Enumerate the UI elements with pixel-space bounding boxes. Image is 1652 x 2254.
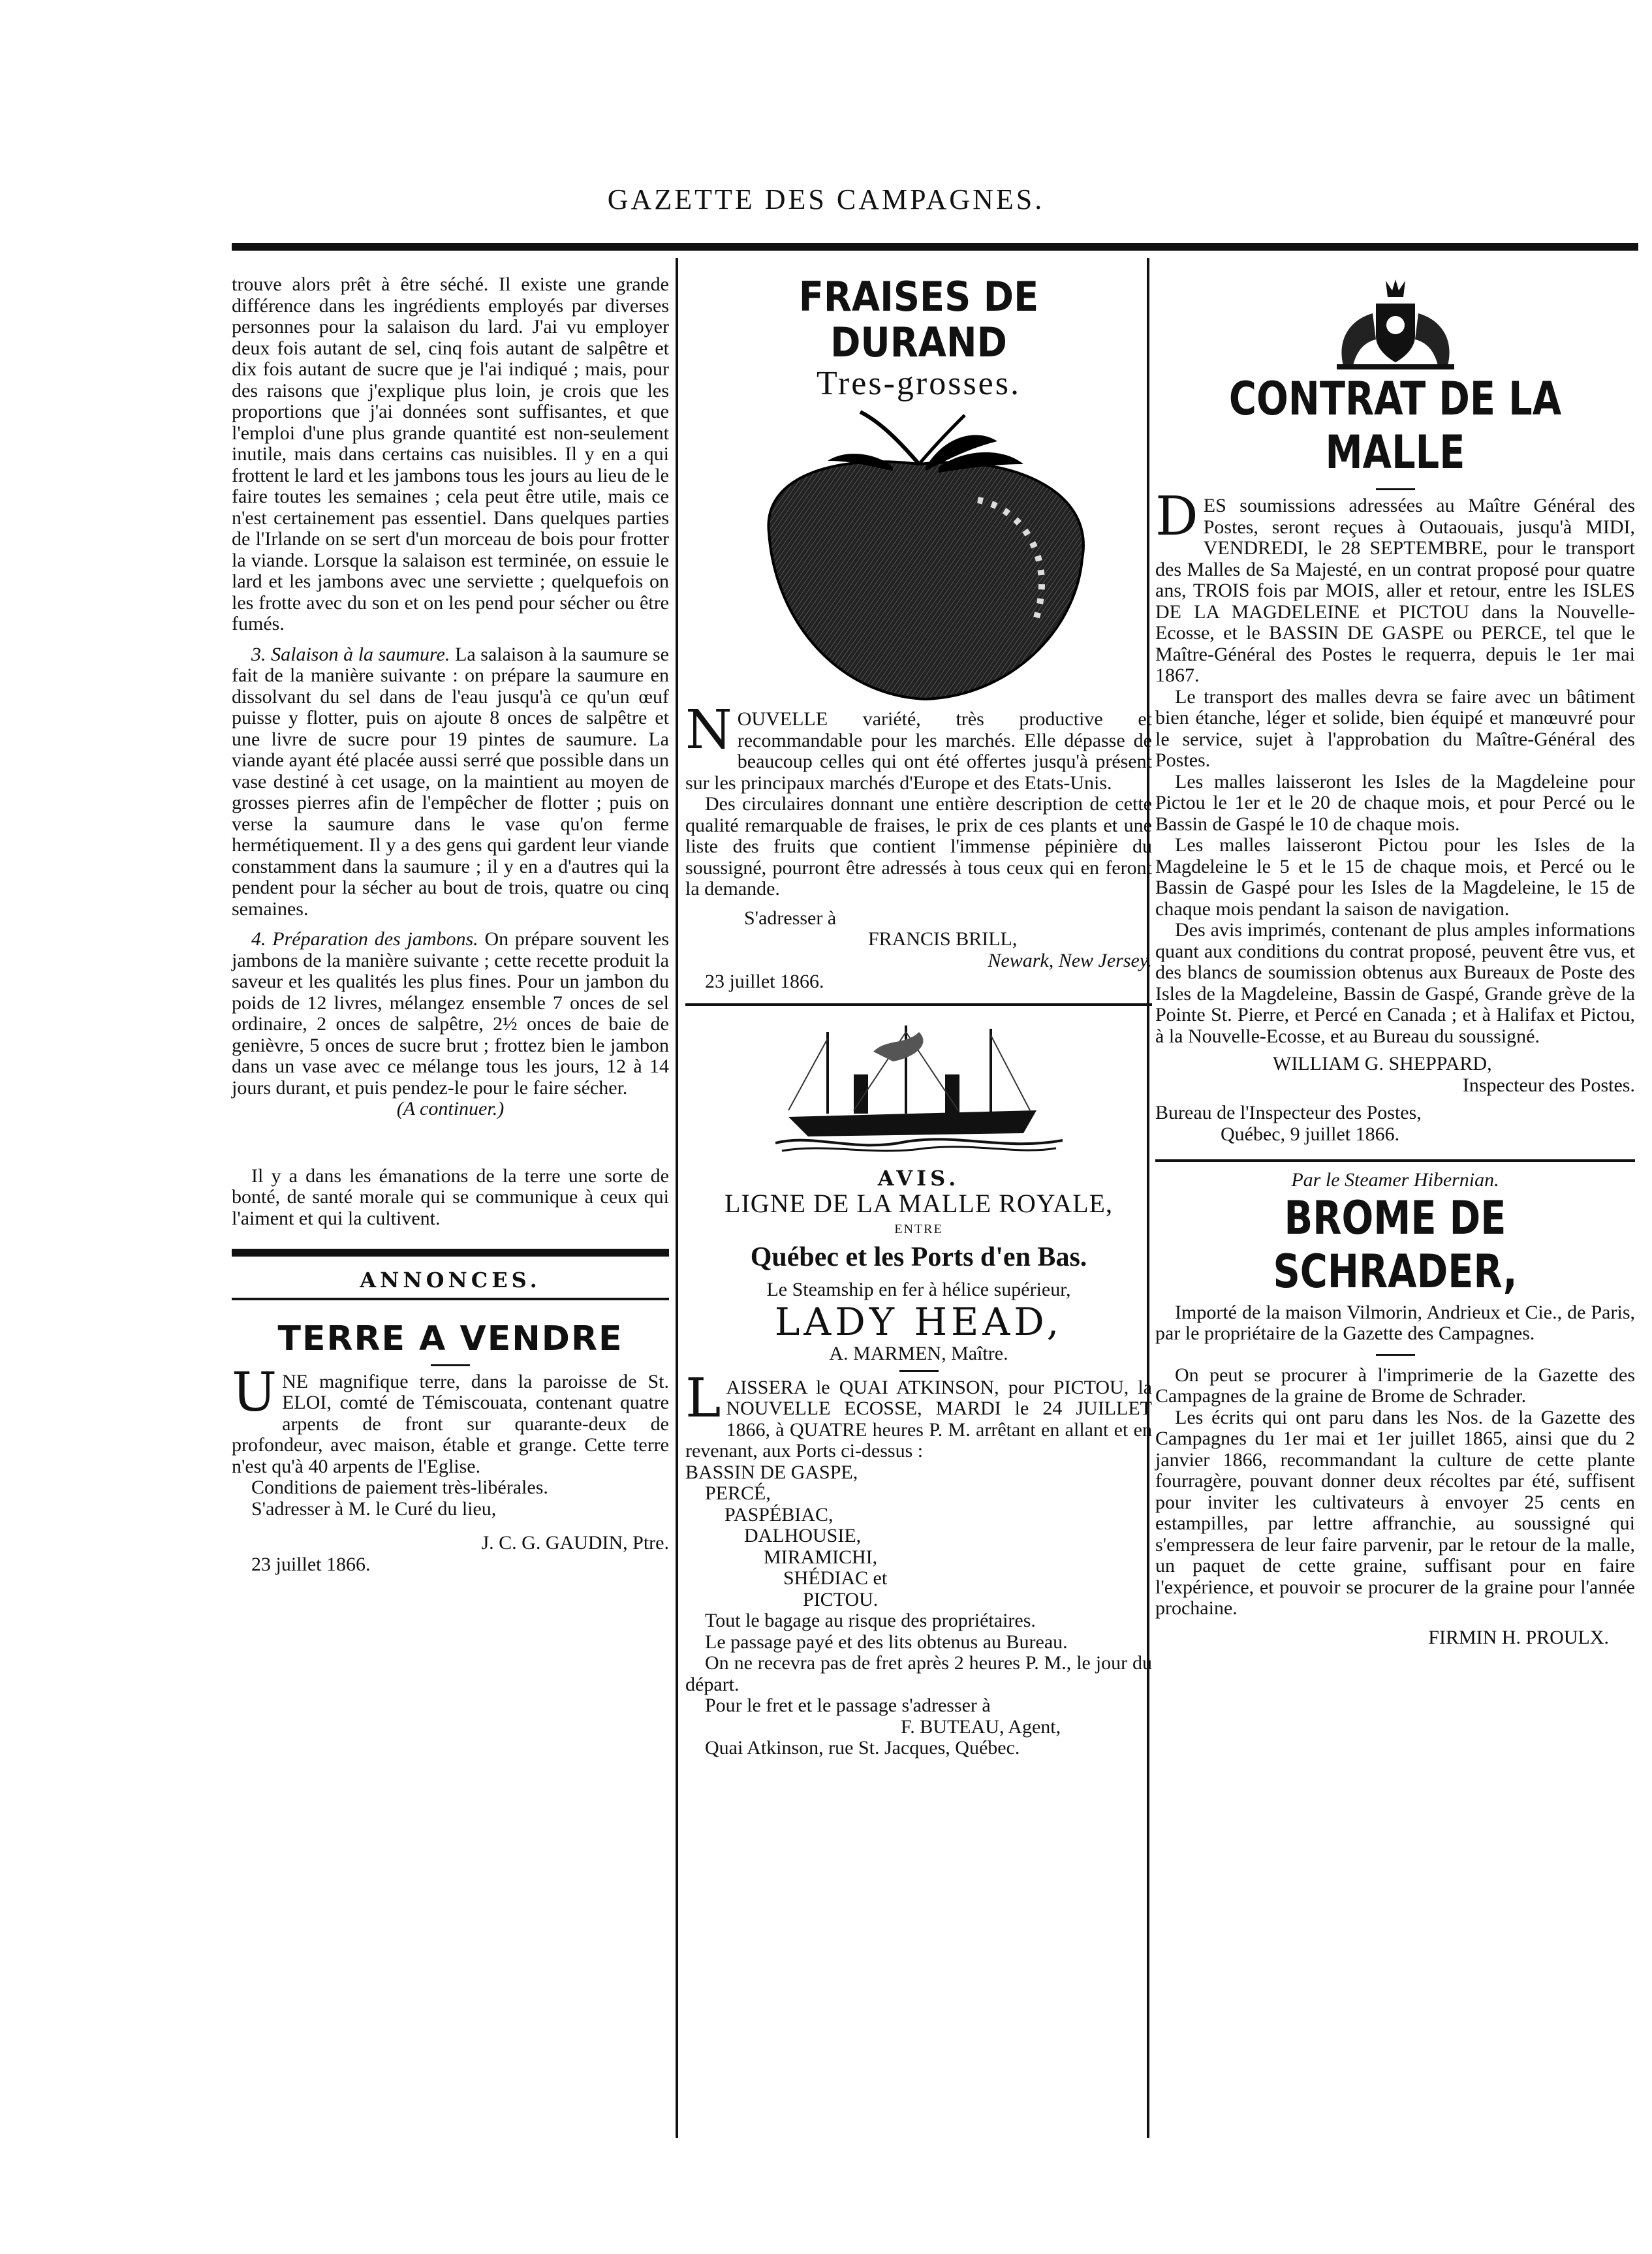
steamship-illustration	[685, 1012, 1152, 1163]
ad-location: Newark, New Jersey.	[988, 949, 1152, 971]
article-section	[232, 929, 669, 1099]
port-item: DALHOUSIE,	[744, 1525, 862, 1546]
section-text: On prépare souvent les jambons de la manière suivante ; cette recette produit la saveur et les qualités les plus fines. Pour un jambon du poids de 12 livres, mélangez ensemble 7 onces de sel ordinaire, 2 onces de salpêtre, 2½ onces de baie de genièvre, 5 onces de sucre brut ; frottez bien le jambon dans un vase avec ce mélange tous les jours, 12 à 14 jours durant, et puis pendez-le pour le faire sécher.	[232, 928, 670, 1099]
ad-text: S'adresser à M. le Curé du lieu,	[251, 1497, 497, 1520]
ad-subtitle: Par le Steamer Hibernian.	[1291, 1169, 1499, 1191]
ad-text: Bureau de l'Inspecteur des Postes,	[1155, 1102, 1422, 1123]
divider	[431, 1364, 470, 1366]
column-divider-1	[676, 258, 678, 2138]
ad-text: Les malles laisseront Pictou pour les Isles de la Magdeleine le 5 et le 15 de chaque mois, et Percé ou le Bassin de Gaspé pour les Isles de la Magdeleine, le 15 de chaque mois pendant la saison de navigation.	[1155, 834, 1635, 920]
port-item: PASPÉBIAC,	[725, 1503, 834, 1526]
ship-name: LADY HEAD,	[774, 1300, 1063, 1344]
header-rule	[232, 243, 1638, 251]
ad-signature: F. BUTEAU, Agent,	[901, 1715, 1061, 1738]
ad-text: Tout le bagage au risque des propriétaires.	[705, 1610, 1036, 1631]
port-item: MIRAMICHI,	[764, 1546, 878, 1568]
ad-title: CONTRAT DE LA MALLE	[1228, 372, 1562, 479]
steamship-icon	[775, 1012, 1063, 1156]
continued-note: (A continuer.)	[396, 1098, 505, 1119]
ad-text: Conditions de paiement très-libérales.	[251, 1477, 548, 1498]
ad-date: 23 juillet 1866.	[705, 971, 824, 992]
section-heading: 3. Salaison à la saumure.	[251, 643, 450, 665]
ad-text: LAISSERA le QUAI ATKINSON, pour PICTOU, la NOUVELLE ECOSSE, MARDI le 24 JUILLET 1866, à QUATRE heures P. M. arrêtant en allant et en revenant, aux Ports ci-dessus :	[685, 1367, 1152, 1462]
ad-text: Les écrits qui ont paru dans les Nos. de la Gazette des Campagnes du 1er mai et 1er juillet 1865, ainsi que du 2 janvier 1866, recommandant la culture de cette plante fourragère, pouvant donner deux récoltes par été, suffisent pour inviter les cultivateurs à envoyer 25 cents en estampilles, par lettre affranchie, au soussigné qui s'empressera de leur faire parvenir, par le retour de la malle, un paquet de cette graine, suffisant pour en faire l'expérience, et pouvoir se procurer de la graine pour l'année prochaine.	[1155, 1406, 1635, 1619]
ad-signature: WILLIAM G. SHEPPARD,	[1273, 1053, 1492, 1074]
page-header: GAZETTE DES CAMPAGNES.	[607, 183, 1045, 215]
ad-text: On peut se procurer à l'imprimerie de la Gazette des Campagnes de la graine de Brome de Schrader.	[1155, 1364, 1635, 1407]
article-text: Il y a dans les émanations de la terre une sorte de bonté, de santé morale qui se communique à ceux qui l'aiment et qui la cultivent.	[232, 1165, 669, 1229]
divider	[685, 1003, 1152, 1006]
ad-signature: FRANCIS BRILL,	[868, 928, 1018, 950]
divider	[1376, 488, 1415, 490]
port-item: PERCÉ,	[705, 1482, 771, 1504]
article-text: trouve alors prêt à être séché. Il existe une grande différence dans les ingrédients employés par diverses personnes pour la salaison du lard. J'ai vu employer deux fois autant de sel, cinq fois autant de salpêtre et dix fois autant de sucre que je l'ai indiqué ; mais, pour des raisons que j'explique plus loin, je crois que les proportions que j'ai données sont suffisantes, et que l'emploi d'une plus grande quantité est non-seulement inutile, mais dans certains cas nuisibles. Il y en a qui frottent le lard et les jambons tous les jours au lieu de le faire toutes les semaines ; cela peut être utile, mais ce n'est certainement pas essentiel. Dans quelques parties de l'Irlande on se sert d'un morceau de bois pour frotter la viande. Lorsque la salaison est terminée, on essuie le lard et les jambons avec une serviette ; quelquefois on les frotte avec du son et on les pend pour sécher ou être fumés.	[232, 274, 669, 634]
divider	[1155, 1159, 1635, 1162]
port-item: PICTOU.	[803, 1588, 879, 1610]
ad-text: Les malles laisseront les Isles de la Magdeleine pour Pictou le 1er et le 20 de chaque mois, et pour Percé ou le Bassin de Gaspé le 10 de chaque mois.	[1155, 770, 1635, 835]
section-heading: 4. Préparation des jambons.	[251, 928, 478, 950]
divider	[899, 1370, 939, 1372]
ad-text: Importé de la maison Vilmorin, Andrieux et Cie., de Paris, par le propriétaire de la Gazette des Campagnes.	[1155, 1301, 1635, 1344]
coat-of-arms-icon	[1324, 274, 1467, 372]
article-section	[232, 644, 669, 920]
ad-text: UNE magnifique terre, dans la paroisse de St. ELOI, comté de Témiscouata, contenant quatre arpents de front sur quarante-deux de profondeur, avec maison, étable et grange. Cette terre n'est qu'à 40 arpents de l'Eglise.	[232, 1361, 669, 1477]
ad-text: Des circulaires donnant une entière description de cette qualité remarquable de fraises, le prix de ces plants et une liste des fruits que contient l'immense pépinière du soussigné, pourront être adressés à tous ceux qui en feront la demande.	[685, 793, 1152, 900]
section-rule	[232, 1249, 669, 1257]
ad-title: TERRE A VENDRE	[277, 1319, 623, 1358]
ad-text: Le transport des malles devra se faire avec un bâtiment bien étanche, léger et solide, bien équipé et manœuvré pour le service, sujet à l'approbation du Maître-Général des Postes.	[1155, 685, 1635, 771]
avis-heading: AVIS.	[877, 1165, 960, 1191]
ad-signature-title: Inspecteur des Postes.	[1462, 1074, 1635, 1096]
ad-text: S'adresser à	[744, 907, 837, 929]
ad-date: 23 juillet 1866.	[251, 1553, 371, 1575]
ad-date: Québec, 9 juillet 1866.	[1221, 1123, 1400, 1145]
column-3	[1155, 274, 1635, 1648]
royal-arms-emblem	[1155, 274, 1635, 372]
ad-text: Le passage payé et des lits obtenus au Bureau.	[705, 1631, 1068, 1653]
strawberry-illustration	[685, 402, 1152, 709]
ad-title: Québec et les Ports d'en Bas.	[750, 1242, 1087, 1272]
ad-signature: J. C. G. GAUDIN, Ptre.	[481, 1532, 669, 1554]
column-2	[685, 274, 1152, 1759]
strawberry-icon	[730, 402, 1108, 709]
ad-signature: FIRMIN H. PROULX.	[1428, 1626, 1609, 1648]
port-item: BASSIN DE GASPE,	[685, 1461, 858, 1483]
section-text: La salaison à la saumure se fait de la manière suivante : on prépare la saumure en dissolvant du sel dans de l'eau jusqu'à ce qu'un œuf puisse y flotter, puis on ajoute 8 onces de salpêtre et une livre de sucre pour 19 pintes de saumure. La viande ayant été placée aussi serré que possible dans un vase destiné à cet usage, on la maintient au moyen de grosses pierres afin de l'empêcher de flotter ; puis on verse la saumure dans le vase qu'on ferme hermétiquement. Il y a des gens qui gardent leur viande constamment dans la saumure ; il y en a d'autres qui la pendent pour la sécher au bout de trois, quatre ou cinq semaines.	[232, 643, 669, 920]
ad-text: Le Steamship en fer à hélice supérieur,	[766, 1278, 1071, 1300]
ad-title: BROME DE SCHRADER,	[1273, 1191, 1518, 1298]
divider	[1376, 1354, 1415, 1356]
divider	[232, 1298, 669, 1300]
ad-text: NOUVELLE variété, très productive et recommandable pour les marchés. Elle dépasse de beaucoup celles qui ont été offertes jusqu'à présent sur les principaux marchés d'Europe et des Etats-Unis.	[685, 699, 1152, 794]
annonces-heading: ANNONCES.	[360, 1268, 541, 1292]
port-item: SHÉDIAC et	[783, 1567, 888, 1589]
ad-text: ENTRE	[894, 1222, 943, 1236]
ad-title: FRAISES DE DURAND	[798, 273, 1039, 366]
ad-subtitle: Tres-grosses.	[817, 365, 1021, 402]
ad-address: Quai Atkinson, rue St. Jacques, Québec.	[705, 1737, 1020, 1759]
ad-text: Des avis imprimés, contenant de plus amples informations quant aux conditions du contrat proposé, peuvent être vus, et des blancs de soumission obtenus aux Bureaux de Poste des Isles de la Magdeleine, Bassin de Gaspé, Grande grève de la Pointe St. Pierre, et Percé en Canada ; et à Halifax et Pictou, à la Nouvelle-Ecosse, et au Bureau du soussigné.	[1155, 919, 1635, 1047]
ad-text: Pour le fret et le passage s'adresser à	[705, 1695, 991, 1716]
ad-title: LIGNE DE LA MALLE ROYALE,	[725, 1189, 1113, 1218]
ad-text: A. MARMEN, Maître.	[829, 1343, 1008, 1364]
column-1	[232, 274, 669, 1575]
ad-text: DES soumissions adressées au Maître Général des Postes, seront reçues à Outaouais, jusqu'à MIDI, VENDREDI, le 28 SEPTEMBRE, pour le transport des Malles de Sa Majesté, en un contrat proposé pour quatre ans, TROIS fois par MOIS, aller et retour, entre les ISLES DE LA MAGDELEINE et PICTOU dans la Nouvelle-Ecosse, et le BASSIN DE GASPE ou PERCE, tel que le Maître-Général des Postes le requerra, depuis le 1er mai 1867.	[1155, 486, 1635, 686]
ad-text: On ne recevra pas de fret après 2 heures P. M., le jour du départ.	[685, 1652, 1152, 1695]
